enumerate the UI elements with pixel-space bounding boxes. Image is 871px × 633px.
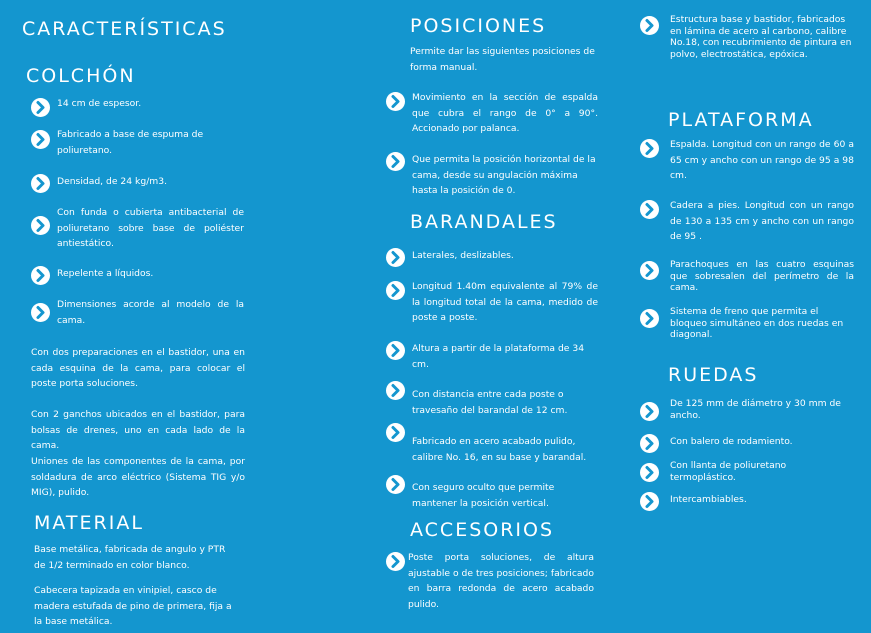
chevron-right-icon (640, 309, 659, 328)
chevron-right-icon (640, 16, 659, 35)
chevron-right-icon (31, 174, 50, 193)
chevron-right-icon (31, 303, 50, 322)
accesorios-heading: ACCESORIOS (410, 519, 555, 541)
paragraph-ganchos: Con 2 ganchos ubicados en el bastidor, para bolsas de drenes, uno en cada lado de la cama. (31, 409, 245, 451)
chevron-right-icon (386, 552, 405, 571)
chevron-right-icon (640, 200, 659, 219)
chevron-right-icon (386, 281, 405, 300)
ruedas-heading: RUEDAS (668, 364, 759, 386)
chevron-right-icon (386, 152, 405, 171)
caracteristicas-heading: CARACTERÍSTICAS (22, 18, 227, 40)
chevron-right-icon (640, 463, 659, 482)
paragraph-base-metalica: Base metálica, fabricada de angulo y PTR de 1/2 terminado en color blanco. (34, 544, 226, 571)
chevron-right-icon (640, 492, 659, 511)
plataforma-heading: PLATAFORMA (668, 109, 814, 131)
posiciones-heading: POSICIONES (410, 15, 547, 37)
paragraph-preparaciones: Con dos preparaciones en el bastidor, una en cada esquina de la cama, para colocar el poste porta soluciones. (31, 347, 245, 389)
posiciones-intro: Permite dar las siguientes posiciones de forma manual. (410, 46, 595, 73)
chevron-right-icon (640, 139, 659, 158)
chevron-right-icon (640, 261, 659, 280)
chevron-right-icon (386, 341, 405, 360)
chevron-right-icon (31, 266, 50, 285)
chevron-right-icon (31, 98, 50, 117)
chevron-right-icon (31, 130, 50, 149)
chevron-right-icon (640, 434, 659, 453)
chevron-right-icon (386, 92, 405, 111)
chevron-right-icon (386, 381, 405, 400)
chevron-right-icon (386, 248, 405, 267)
barandales-heading: BARANDALES (410, 211, 558, 233)
colchon-heading: COLCHÓN (26, 65, 136, 87)
paragraph-uniones: Uniones de las componentes de la cama, por soldadura de arco eléctrico (Sistema TIG y/o MIG), pulido. (31, 456, 245, 498)
chevron-right-icon (386, 423, 405, 442)
chevron-right-icon (640, 402, 659, 421)
paragraph-cabecera: Cabecera tapizada en vinipiel, casco de madera estufada de pino de primera, fija a la base metálica. (34, 585, 232, 627)
chevron-right-icon (31, 216, 50, 235)
chevron-right-icon (386, 475, 405, 494)
material-heading: MATERIAL (34, 512, 144, 534)
